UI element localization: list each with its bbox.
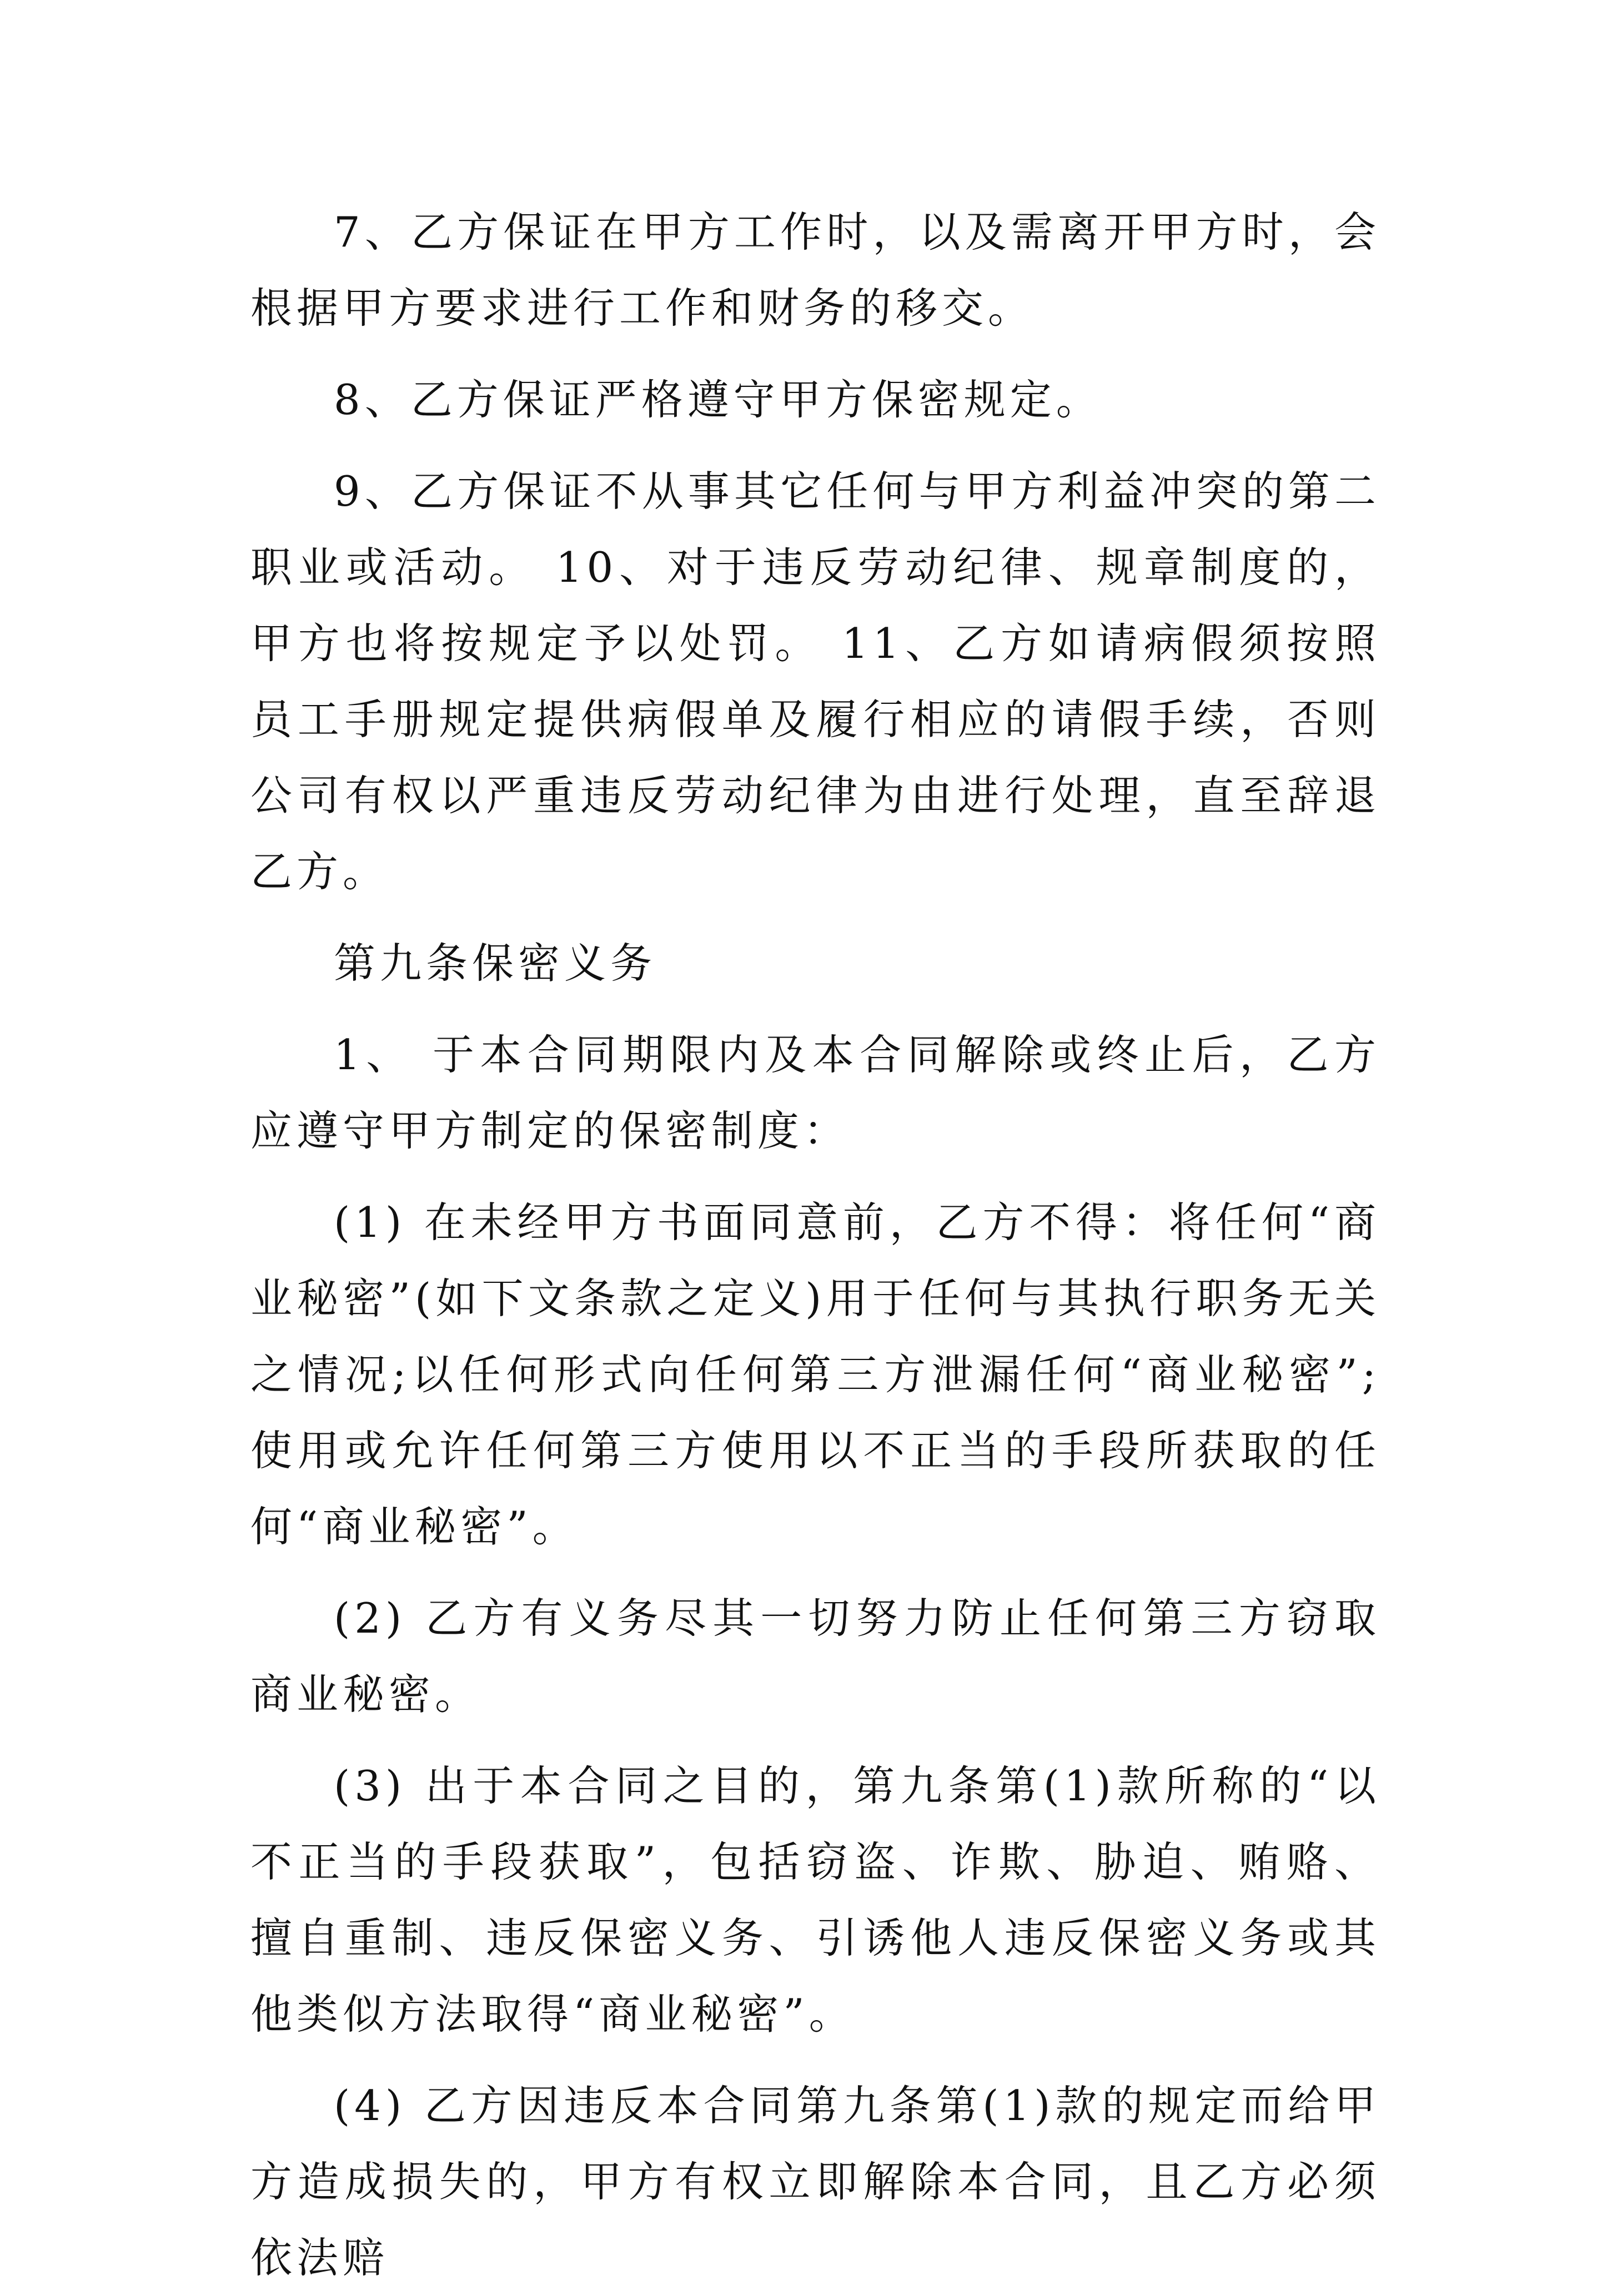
- confidentiality-clause-1: 1、 于本合同期限内及本合同解除或终止后，乙方应遵守甲方制定的保密制度：: [250, 1030, 1380, 1155]
- clause-7-paragraph: 7、乙方保证在甲方工作时，以及需离开甲方时，会根据甲方要求进行工作和财务的移交。: [250, 208, 1380, 333]
- confidentiality-item-4: (4) 乙方因违反本合同第九条第(1)款的规定而给甲方造成损失的，甲方有权立即解除本合同，且乙方必须依法赔: [250, 2081, 1380, 2282]
- article-9-heading: 第九条保密义务: [334, 939, 657, 988]
- clause-9-11-paragraph: 9、乙方保证不从事其它任何与甲方利益冲突的第二职业或活动。 10、对于违反劳动纪律、规章制度的，甲方也将按规定予以处罚。 11、乙方如请病假须按照员工手册规定提供病假单及履行相应的请假手续，否则公司有权以严重违反劳动纪律为由进行处理，直至辞退乙方。: [250, 467, 1380, 896]
- document-body: [250, 194, 1380, 2296]
- clause-8-paragraph: 8、乙方保证严格遵守甲方保密规定。: [334, 375, 1102, 424]
- confidentiality-item-3: (3) 出于本合同之目的，第九条第(1)款所称的“以不正当的手段获取”，包括窃盗、诈欺、胁迫、贿赂、擅自重制、违反保密义务、引诱他人违反保密义务或其他类似方法取得“商业秘密”。: [250, 1761, 1380, 2038]
- confidentiality-item-1: (1) 在未经甲方书面同意前，乙方不得：将任何“商业秘密”(如下文条款之定义)用于任何与其执行职务无关之情况;以任何形式向任何第三方泄漏任何“商业秘密”;使用或允许任何第三方使用以不正当的手段所获取的任何“商业秘密”。: [250, 1198, 1380, 1551]
- confidentiality-item-2: (2) 乙方有义务尽其一切努力防止任何第三方窃取商业秘密。: [250, 1594, 1380, 1719]
